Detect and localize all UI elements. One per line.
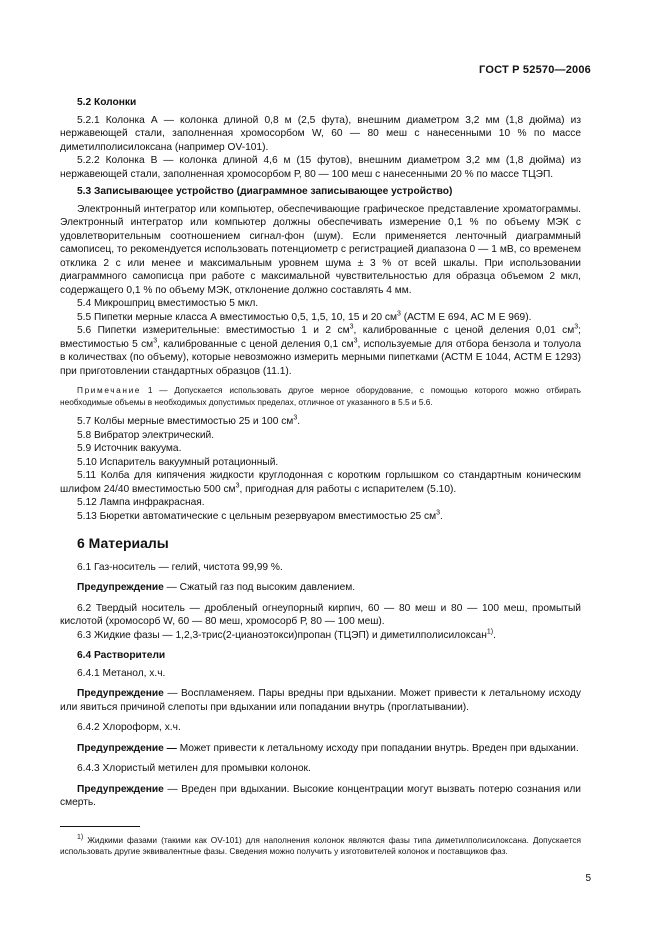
document-header: ГОСТ Р 52570—2006 (479, 64, 591, 76)
warning-text: Может привести к летальному исходу при попадании внутрь. Вреден при вдыхании. (176, 742, 579, 754)
superscript: 3 (436, 509, 440, 517)
section-5-3-title: 5.3 Записывающее устройство (диаграммное записывающее устройство) (77, 186, 453, 197)
superscript: 3 (574, 323, 579, 331)
section-5-2-title: 5.2 Колонки (77, 97, 137, 108)
item-5-9: 5.9 Источник вакуума. (77, 443, 182, 454)
item-5-6-text-e: , используемые для отбора бензола и толуола в количествах (по объему), которые невозможно измерить мерными пипетками (АСТМ Е 1044, АСТМ Е 1293) при приготовлении стандартных образцов (11.1). (60, 338, 581, 377)
superscript: 3 (396, 310, 401, 318)
item-5-11-text-a: 5.11 Колба для кипячения жидкости круглодонная с коротким горлышком со стандартным коническим шлифом 24/40 вместимостью 500 см (60, 470, 581, 495)
paragraph-6-3 (60, 629, 581, 643)
warning-label: Предупреждение (77, 742, 164, 754)
footnote-divider (60, 826, 140, 827)
footnote-ref: 1) (486, 628, 494, 636)
warning-label: Предупреждение (77, 688, 164, 699)
paragraph-6-3-text-b: . (493, 629, 496, 641)
paragraph-6-2: 6.2 Твердый носитель — дробленый огнеупорный кирпич, 60 — 80 меш и 80 — 100 меш, промытый кислотой (хромосорб W, 60 — 80 меш, хромосорб Р, 80 — 100 меш). (60, 602, 581, 627)
superscript: 3 (293, 414, 298, 422)
item-5-5 (60, 311, 581, 325)
footnote-1 (60, 835, 581, 858)
superscript: 3 (235, 482, 240, 490)
item-5-12: 5.12 Лампа инфракрасная. (77, 497, 205, 508)
warning-label: Предупреждение (77, 783, 164, 795)
paragraph-5-2-2: 5.2.2 Колонка В — колонка длиной 4,6 м (15 футов), внешним диаметром 3,2 мм (1,8 дюйма) из нержавеющей стали, заполненная хромосорбом Р, 80 — 100 меш с нанесенными 20 % по массе ТЦЭП. (60, 155, 581, 180)
item-5-6-text-a: 5.6 Пипетки измерительные: вместимостью 1 и 2 см (77, 325, 350, 336)
item-5-7 (60, 415, 581, 429)
warning-text: — Вреден при вдыхании. Высокие концентрации могут вызвать потерю сознания или смерть. (60, 783, 581, 808)
section-6-title: 6 Материалы (77, 535, 169, 551)
item-5-13 (60, 510, 581, 524)
document-body (60, 96, 581, 858)
paragraph-6-4-2: 6.4.2 Хлороформ, х.ч. (77, 722, 181, 733)
superscript: 3 (153, 337, 158, 345)
superscript: 3 (349, 323, 354, 331)
paragraph-5-3: Электронный интегратор или компьютер, обеспечивающие графическое представление хроматограммы. Электронный интегратор или компьютер должны обеспечивать измерение 0,1 % по объему МЭК с удовлетворительным соотношением сигнал-фон (шум). Если применяется ленточный диаграммный самописец, то рекомендуется использовать потенциометр с регистрацией диапазона 0 — 1 мВ, со временем отклика 2 с или менее и максимальным уровнем шума ± 3 % от всей шкалы. При использовании диаграммного самописца при работе с максимальной чувствительностью для образца объемом 2 мкл, содержащего 0,1 % по объему МЭК, отклонение должно составлять 4 мм. (60, 203, 581, 296)
item-5-7-text-b: . (297, 416, 301, 427)
item-5-11-text-b: , пригодная для работы с испарителем (5.10). (239, 483, 457, 495)
paragraph-6-4-1: 6.4.1 Метанол, х.ч. (77, 667, 166, 679)
warning-6-1 (60, 581, 581, 595)
item-5-7-text-a: 5.7 Колбы мерные вместимостью 25 и 100 см (77, 416, 294, 427)
footnote-mark: 1) (77, 833, 84, 841)
item-5-4: 5.4 Микрошприц вместимостью 5 мкл. (77, 298, 259, 309)
item-5-6-text-b: , калиброванные с ценой деления 0,01 см (353, 325, 575, 336)
item-5-6-text-d: , калиброванные с ценой деления 0,1 см (157, 338, 354, 350)
warning-6-4-2: Предупреждение — Может привести к летальному исходу при попадании внутрь. Вреден при вдыхании. (77, 742, 579, 754)
warning-text: — Сжатый газ под высоким давлением. (163, 582, 356, 593)
item-5-6-text-c: ; вместимостью 5 см (60, 325, 581, 350)
superscript: 3 (353, 337, 358, 345)
item-5-6 (60, 324, 581, 378)
paragraph-6-4-3: 6.4.3 Хлористый метилен для промывки колонок. (77, 763, 311, 774)
warning-text: — Воспламеняем. Пары вредны при вдыхании. Может привести к летальному исходу или явиться причиной слепоты при вдыхании или попадании внутрь (проглатывании). (60, 688, 581, 713)
item-5-10: 5.10 Испаритель вакуумный ротационный. (77, 456, 279, 468)
note-text: 1 — Допускается использовать другое мерное оборудование, с помощью которого можно отбирать необходимые объемы в необходимых допустимых пределах, отличное от указанного в 5.5 и 5.6. (60, 385, 581, 407)
note-1 (60, 385, 581, 408)
paragraph-6-1: 6.1 Газ-носитель — гелий, чистота 99,99 %. (77, 561, 283, 573)
note-label: Примечание (77, 385, 142, 395)
warning-label: Предупреждение (77, 582, 164, 593)
item-5-11 (60, 469, 581, 496)
item-5-5-text-b: (АСТМ Е 694, АС М Е 969). (400, 311, 532, 323)
section-6-4-title: 6.4 Растворители (77, 650, 166, 661)
warning-6-4-1 (60, 687, 581, 714)
paragraph-5-2-1: 5.2.1 Колонка А — колонка длиной 0,8 м (2,5 фута), внешним диаметром 3,2 мм (1,8 дюйма) из нержавеющей стали, заполненная хромосорбом W, 60 — 80 меш с нанесенными 10 % по массе диметилполисилоксана (например OV-101). (60, 114, 581, 153)
warning-6-4-3 (60, 783, 581, 810)
item-5-5-text-a: 5.5 Пипетки мерные класса А вместимостью 0,5, 1,5, 10, 15 и 20 см (77, 311, 397, 323)
item-5-13-text-a: 5.13 Бюретки автоматические с цельным резервуаром вместимостью 25 см (77, 510, 437, 522)
item-5-8: 5.8 Вибратор электрический. (77, 429, 215, 441)
paragraph-6-3-text-a: 6.3 Жидкие фазы — 1,2,3-трис(2-цианоэтокси)пропан (ТЦЭП) и диметилполисилоксан (77, 629, 487, 641)
page-number: 5 (585, 873, 591, 884)
footnote-text: Жидкими фазами (такими как OV-101) для наполнения колонок являются фазы типа диметилполисилоксана. Допускается использовать другие эквивалентные фазы. Сведения можно получить у изготовителей колонок и поставщиков фаз. (60, 834, 581, 856)
item-5-13-text-b: . (440, 510, 443, 522)
